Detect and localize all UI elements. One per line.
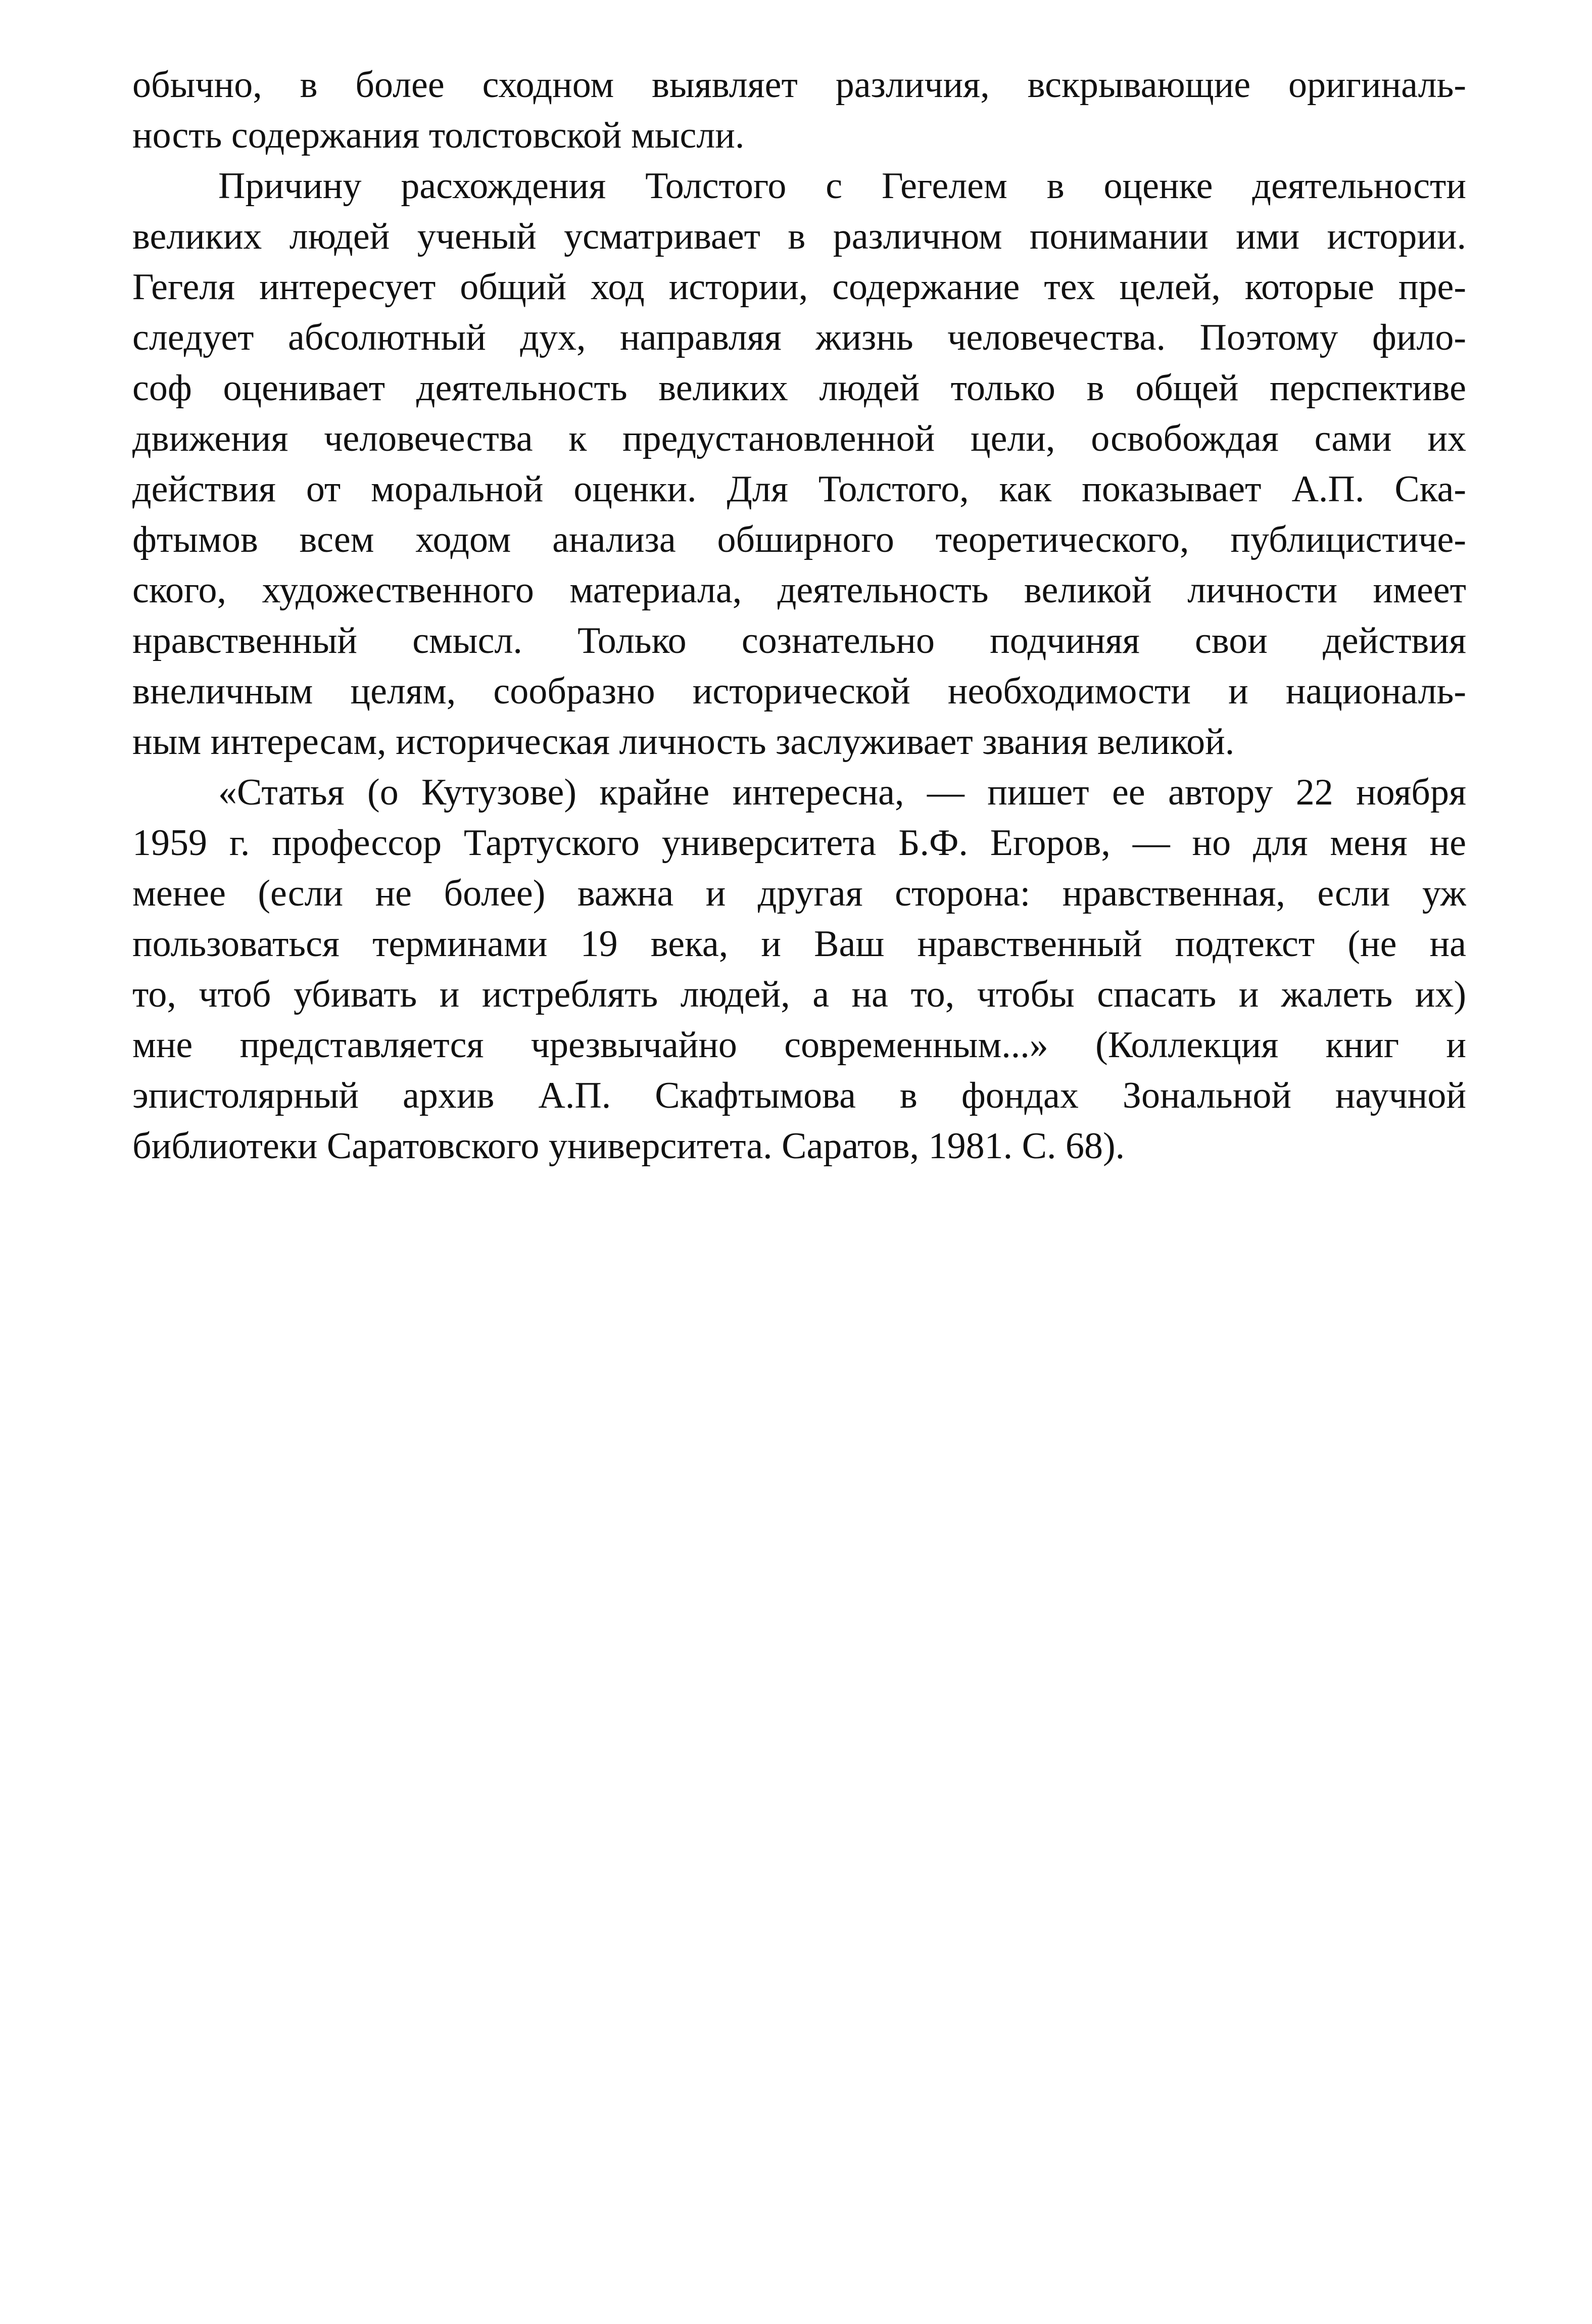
text-line: то, чтоб убивать и истреблять людей, а на то, чтобы спасать и жалеть их) xyxy=(132,974,1466,1015)
text-line: фтымов всем ходом анализа обширного теоретического, публицистиче- xyxy=(132,519,1466,560)
paragraph-3 xyxy=(132,767,1466,1171)
text-line: внеличным целям, сообразно исторической необходимости и националь- xyxy=(132,671,1466,712)
text-line: великих людей ученый усматривает в различном понимании ими истории. xyxy=(132,216,1466,257)
text-line: Причину расхождения Толстого с Гегелем в оценке деятельности xyxy=(218,165,1466,207)
text-line: обычно, в более сходном выявляет различия, вскрывающие оригиналь- xyxy=(132,64,1466,106)
text-line: библиотеки Саратовского университета. Саратов, 1981. С. 68). xyxy=(132,1125,1125,1167)
text-line: ность содержания толстовской мысли. xyxy=(132,115,745,156)
text-line: менее (если не более) важна и другая сторона: нравственная, если уж xyxy=(132,873,1466,914)
text-line: «Статья (о Кутузове) крайне интересна, — пишет ее автору 22 ноября xyxy=(218,772,1466,813)
text-line: 1959 г. профессор Тартуского университета Б.Ф. Егоров, — но для меня не xyxy=(132,822,1466,864)
text-line: действия от моральной оценки. Для Толстого, как показывает А.П. Ска- xyxy=(132,468,1466,510)
text-line: движения человечества к предустановленной цели, освобождая сами их xyxy=(132,418,1466,459)
text-line: эпистолярный архив А.П. Скафтымова в фондах Зональной научной xyxy=(132,1075,1466,1116)
text-line: ского, художественного материала, деятельность великой личности имеет xyxy=(132,570,1466,611)
paragraph-1 xyxy=(132,60,1466,161)
text-line: мне представляется чрезвычайно современным...» (Коллекция книг и xyxy=(132,1024,1466,1066)
text-line: ным интересам, историческая личность заслуживает звания великой. xyxy=(132,721,1235,763)
text-line: нравственный смысл. Только сознательно подчиняя свои действия xyxy=(132,620,1466,661)
paragraph-2 xyxy=(132,161,1466,767)
text-line: Гегеля интересует общий ход истории, содержание тех целей, которые пре- xyxy=(132,266,1466,308)
text-line: следует абсолютный дух, направляя жизнь человечества. Поэтому фило- xyxy=(132,317,1466,358)
text-line: соф оценивает деятельность великих людей только в общей перспективе xyxy=(132,367,1466,409)
document-body xyxy=(132,60,1466,1171)
text-line: пользоваться терминами 19 века, и Ваш нравственный подтекст (не на xyxy=(132,923,1466,965)
